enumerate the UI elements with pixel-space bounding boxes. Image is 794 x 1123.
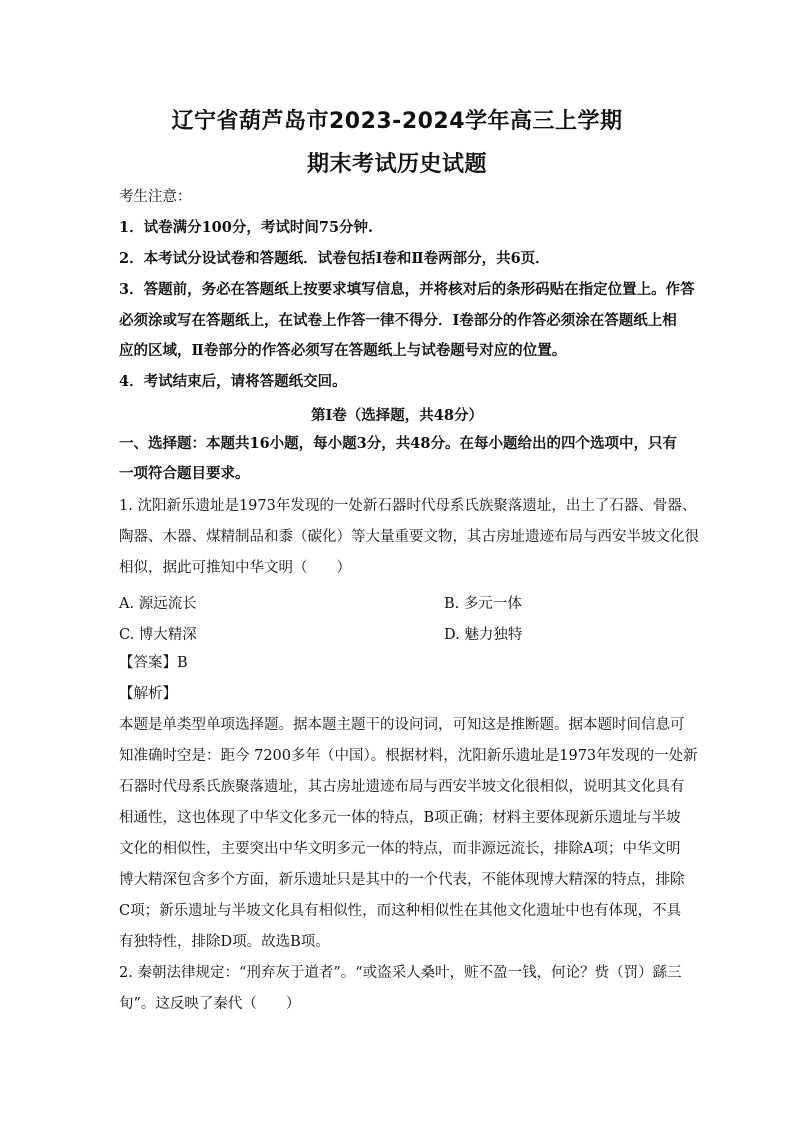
notice-item-3-line3: 应的区域，Ⅱ卷部分的作答必须写在答题纸上与试卷题号对应的位置。 <box>119 342 567 359</box>
q1-analysis-line: 相通性，这也体现了中华文化多元一体的特点，B项正确；材料主要体现新乐遗址与半坡 <box>119 810 681 826</box>
q1-option-c: C. 博大精深 <box>119 627 197 643</box>
exam-title-line1: 辽宁省葫芦岛市2023-2024学年高三上学期 <box>171 109 623 134</box>
section-instructions-line2: 一项符合题目要求。 <box>119 465 250 482</box>
section-heading: 第Ⅰ卷（选择题，共48分） <box>311 407 483 424</box>
q2-stem-line2: 旬”。这反映了秦代（ ） <box>119 996 301 1012</box>
q1-analysis-line: 知准确时空是：距今 7200多年（中国）。根据材料，沈阳新乐遗址是1973年发现的一处新 <box>119 748 698 764</box>
q1-stem-line2: 陶器、木器、煤精制品和黍（碳化）等大量重要文物，其古房址遗迹布局与西安半坡文化很 <box>119 529 699 545</box>
q1-option-d: D. 魅力独特 <box>444 627 523 643</box>
notice-item-4: 4．考试结束后，请将答题纸交回。 <box>119 373 347 390</box>
notice-item-3-line1: 3．答题前，务必在答题纸上按要求填写信息，并将核对后的条形码贴在指定位置上。作答 <box>119 281 695 298</box>
notice-item-2: 2．本考试分设试卷和答题纸．试卷包括Ⅰ卷和Ⅱ卷两部分，共6页． <box>119 250 550 267</box>
notice-heading: 考生注意： <box>119 189 192 205</box>
q1-analysis-label: 【解析】 <box>119 686 177 702</box>
q1-analysis-line: 本题是单类型单项选择题。据本题主题干的设问词，可知这是推断题。据本题时间信息可 <box>119 717 685 733</box>
q1-analysis-line: 文化的相似性，主要突出中华文明多元一体的特点，而非源远流长，排除A项；中华文明 <box>119 841 681 857</box>
q1-stem-line1: 1. 沈阳新乐遗址是1973年发现的一处新石器时代母系氏族聚落遗址，出土了石器、骨器、 <box>119 498 697 514</box>
q1-answer: 【答案】B <box>119 655 188 671</box>
q1-option-a: A. 源远流长 <box>119 596 197 612</box>
q1-stem-line3: 相似，据此可推知中华文明（ ） <box>119 560 351 576</box>
exam-title-line2: 期末考试历史试题 <box>306 152 487 177</box>
notice-item-3-line2: 必须涂或写在答题纸上，在试卷上作答一律不得分．Ⅰ卷部分的作答必须涂在答题纸上相 <box>119 312 677 329</box>
q1-analysis-line: 石器时代母系氏族聚落遗址，其古房址遗迹布局与西安半坡文化很相似，说明其文化具有 <box>119 779 685 795</box>
q1-analysis-line: 有独特性，排除D项。故选B项。 <box>119 934 330 950</box>
q1-analysis-line: 博大精深包含多个方面，新乐遗址只是其中的一个代表，不能体现博大精深的特点，排除 <box>119 872 685 888</box>
q2-stem-line1: 2. 秦朝法律规定：“刑弃灰于道者”。“或盗采人桑叶，赃不盈一钱，何论？赀（罚）繇三 <box>119 965 682 981</box>
notice-item-1: 1．试卷满分100分，考试时间75分钟. <box>119 219 374 236</box>
section-instructions-line1: 一、选择题：本题共16小题，每小题3分，共48分。在每小题给出的四个选项中，只有 <box>119 435 677 452</box>
q1-option-b: B. 多元一体 <box>444 596 522 612</box>
q1-analysis-line: C项；新乐遗址与半坡文化具有相似性，而这种相似性在其他文化遗址中也有体现，不具 <box>119 903 682 919</box>
